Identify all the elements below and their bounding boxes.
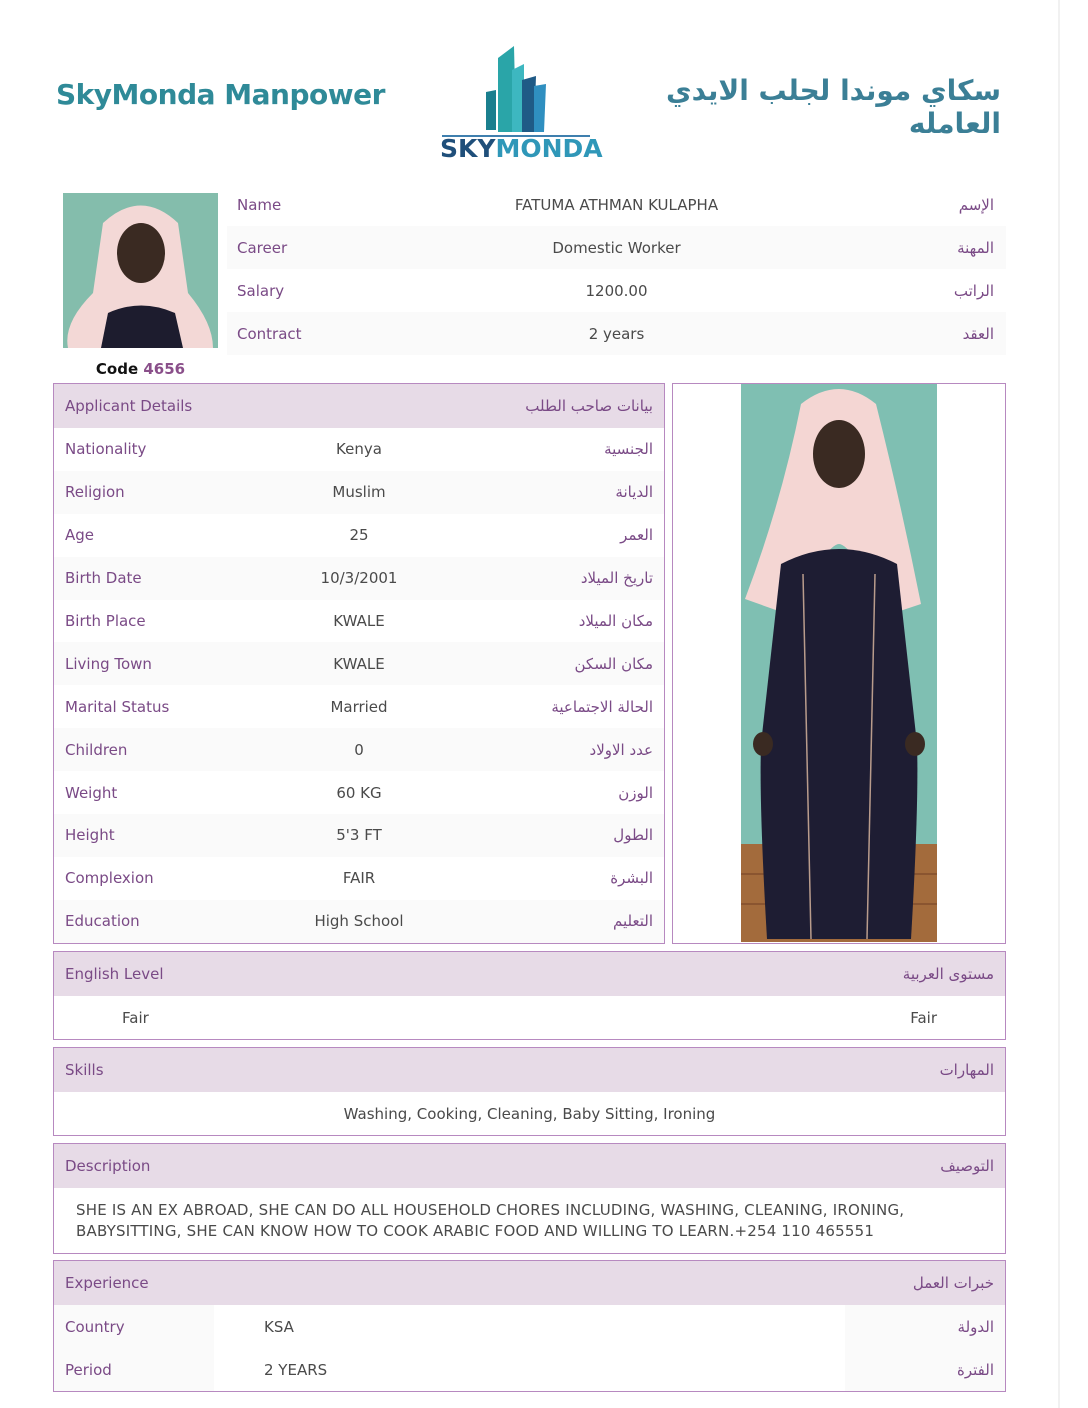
row-label-arabic: البشرة bbox=[610, 869, 653, 888]
experience-row-country bbox=[54, 1305, 1005, 1348]
applicant-code bbox=[63, 360, 218, 378]
logo-text bbox=[440, 134, 603, 163]
section-title: English Level bbox=[65, 965, 164, 983]
row-label: Age bbox=[65, 526, 95, 545]
description-text: SHE IS AN EX ABROAD, SHE CAN DO ALL HOUSEHOLD CHORES INCLUDING, WASHING, CLEANING, IRONING, BABYSITTING, SHE CAN KNOW HOW TO COOK ARABIC FOOD AND WILLING TO LEARN.+254 110 465551 bbox=[76, 1201, 905, 1240]
skills-list: Washing, Cooking, Cleaning, Baby Sitting, Ironing bbox=[343, 1104, 716, 1123]
applicant-details-panel bbox=[53, 383, 665, 944]
skills-panel bbox=[53, 1047, 1006, 1136]
row-value: 2 YEARS bbox=[264, 1360, 328, 1379]
profile-summary-table bbox=[227, 183, 1006, 355]
language-levels bbox=[54, 996, 1005, 1039]
row-label-arabic: التعليم bbox=[613, 912, 653, 931]
code-label: Code bbox=[95, 360, 139, 378]
applicant-thumbnail-photo bbox=[63, 193, 218, 348]
section-title-arabic: بيانات صاحب الطلب bbox=[525, 397, 653, 415]
detail-row-birth-date bbox=[54, 557, 664, 600]
row-value: Muslim bbox=[332, 483, 386, 502]
experience-panel bbox=[53, 1260, 1006, 1392]
detail-row-height bbox=[54, 814, 664, 857]
row-label: Period bbox=[54, 1348, 214, 1391]
row-value: 25 bbox=[349, 526, 369, 545]
logo-text-sky: SKY bbox=[440, 134, 496, 163]
detail-row-living-town bbox=[54, 642, 664, 685]
logo-text-monda: MONDA bbox=[495, 134, 603, 163]
section-title-arabic: خبرات العمل bbox=[912, 1274, 994, 1292]
row-value: High School bbox=[314, 912, 404, 931]
row-label: Complexion bbox=[65, 869, 154, 888]
section-title: Description bbox=[65, 1157, 151, 1175]
row-label-arabic: الراتب bbox=[953, 281, 994, 300]
page-edge bbox=[1058, 0, 1060, 1408]
row-value: 0 bbox=[354, 740, 364, 759]
row-label: Education bbox=[65, 912, 140, 931]
row-label: Country bbox=[54, 1305, 214, 1348]
row-label: Height bbox=[65, 826, 115, 845]
row-value: 5'3 FT bbox=[336, 826, 382, 845]
detail-row-children bbox=[54, 728, 664, 771]
row-label-arabic: الجنسية bbox=[604, 440, 653, 459]
row-label-arabic: الفترة bbox=[845, 1348, 1005, 1391]
row-label-arabic: الحالة الاجتماعية bbox=[551, 697, 653, 716]
section-title: Experience bbox=[65, 1274, 149, 1292]
row-value: 1200.00 bbox=[585, 281, 648, 300]
row-label-arabic: المهنة bbox=[957, 238, 994, 257]
row-label-arabic: عدد الاولاد bbox=[589, 740, 653, 759]
row-label: Children bbox=[65, 740, 128, 759]
full-photo-panel bbox=[672, 383, 1006, 944]
applicant-full-photo bbox=[741, 384, 937, 942]
row-label: Religion bbox=[65, 483, 125, 502]
section-title: Skills bbox=[65, 1061, 104, 1079]
detail-row-weight bbox=[54, 771, 664, 814]
row-value: 10/3/2001 bbox=[320, 569, 398, 588]
detail-row-religion bbox=[54, 471, 664, 514]
description-panel bbox=[53, 1143, 1006, 1254]
detail-row-complexion bbox=[54, 857, 664, 900]
brand-name-english: SkyMonda Manpower bbox=[56, 78, 385, 111]
english-level-panel bbox=[53, 951, 1006, 1040]
section-title-arabic: مستوى العربية bbox=[902, 965, 994, 983]
row-label: Nationality bbox=[65, 440, 147, 459]
section-header bbox=[54, 952, 1005, 996]
row-label: Weight bbox=[65, 783, 118, 802]
logo-buildings-icon bbox=[440, 40, 592, 140]
profile-row-career bbox=[227, 226, 1006, 269]
detail-row-education bbox=[54, 900, 664, 943]
row-value: KWALE bbox=[333, 654, 385, 673]
detail-row-marital-status bbox=[54, 685, 664, 728]
row-value: KWALE bbox=[333, 612, 385, 630]
row-label: Contract bbox=[237, 324, 302, 343]
row-value: Kenya bbox=[336, 440, 382, 459]
profile-row-name bbox=[227, 183, 1006, 226]
row-label-arabic: الوزن bbox=[618, 783, 653, 802]
section-header bbox=[54, 1048, 1005, 1092]
row-label: Living Town bbox=[65, 654, 152, 673]
row-value: KSA bbox=[264, 1317, 294, 1336]
row-label: Marital Status bbox=[65, 697, 170, 716]
row-label-arabic: تاريخ الميلاد bbox=[580, 569, 653, 588]
code-value: 4656 bbox=[143, 360, 186, 378]
row-label-arabic: الدولة bbox=[845, 1305, 1005, 1348]
section-header bbox=[54, 384, 664, 428]
experience-row-period bbox=[54, 1348, 1005, 1391]
section-header bbox=[54, 1261, 1005, 1305]
row-value: Domestic Worker bbox=[552, 238, 681, 257]
row-label: Career bbox=[237, 238, 288, 257]
row-label: Birth Place bbox=[65, 612, 146, 630]
row-value: 60 KG bbox=[336, 783, 382, 802]
profile-row-salary bbox=[227, 269, 1006, 312]
row-label-arabic: العمر bbox=[620, 526, 653, 545]
profile-row-contract bbox=[227, 312, 1006, 355]
english-level-value: Fair bbox=[122, 1008, 149, 1027]
row-value: FAIR bbox=[342, 869, 376, 888]
detail-row-birth-place bbox=[54, 600, 664, 643]
row-label-arabic: الطول bbox=[613, 826, 653, 845]
brand-name-arabic: سكاي موندا لجلب الايدي العامله bbox=[666, 74, 1001, 140]
section-title-arabic: التوصيف bbox=[940, 1157, 994, 1175]
skymonda-logo bbox=[440, 40, 603, 168]
section-title-arabic: المهارات bbox=[939, 1061, 994, 1079]
detail-row-age bbox=[54, 514, 664, 557]
row-label: Birth Date bbox=[65, 569, 142, 588]
section-header bbox=[54, 1144, 1005, 1188]
section-title: Applicant Details bbox=[65, 397, 193, 415]
row-label-arabic: الديانة bbox=[615, 483, 653, 502]
row-label-arabic: الإسم bbox=[958, 195, 994, 214]
detail-row-nationality bbox=[54, 428, 664, 471]
row-label: Salary bbox=[237, 281, 285, 300]
row-value: 2 years bbox=[588, 324, 645, 343]
row-label-arabic: العقد bbox=[962, 324, 994, 343]
row-label: Name bbox=[237, 195, 282, 214]
arabic-level-value: Fair bbox=[910, 1008, 937, 1027]
row-label-arabic: مكان الميلاد bbox=[578, 612, 653, 630]
row-value: FATUMA ATHMAN KULAPHA bbox=[514, 195, 719, 214]
row-value: Married bbox=[330, 697, 388, 716]
row-label-arabic: مكان السكن bbox=[574, 654, 653, 673]
